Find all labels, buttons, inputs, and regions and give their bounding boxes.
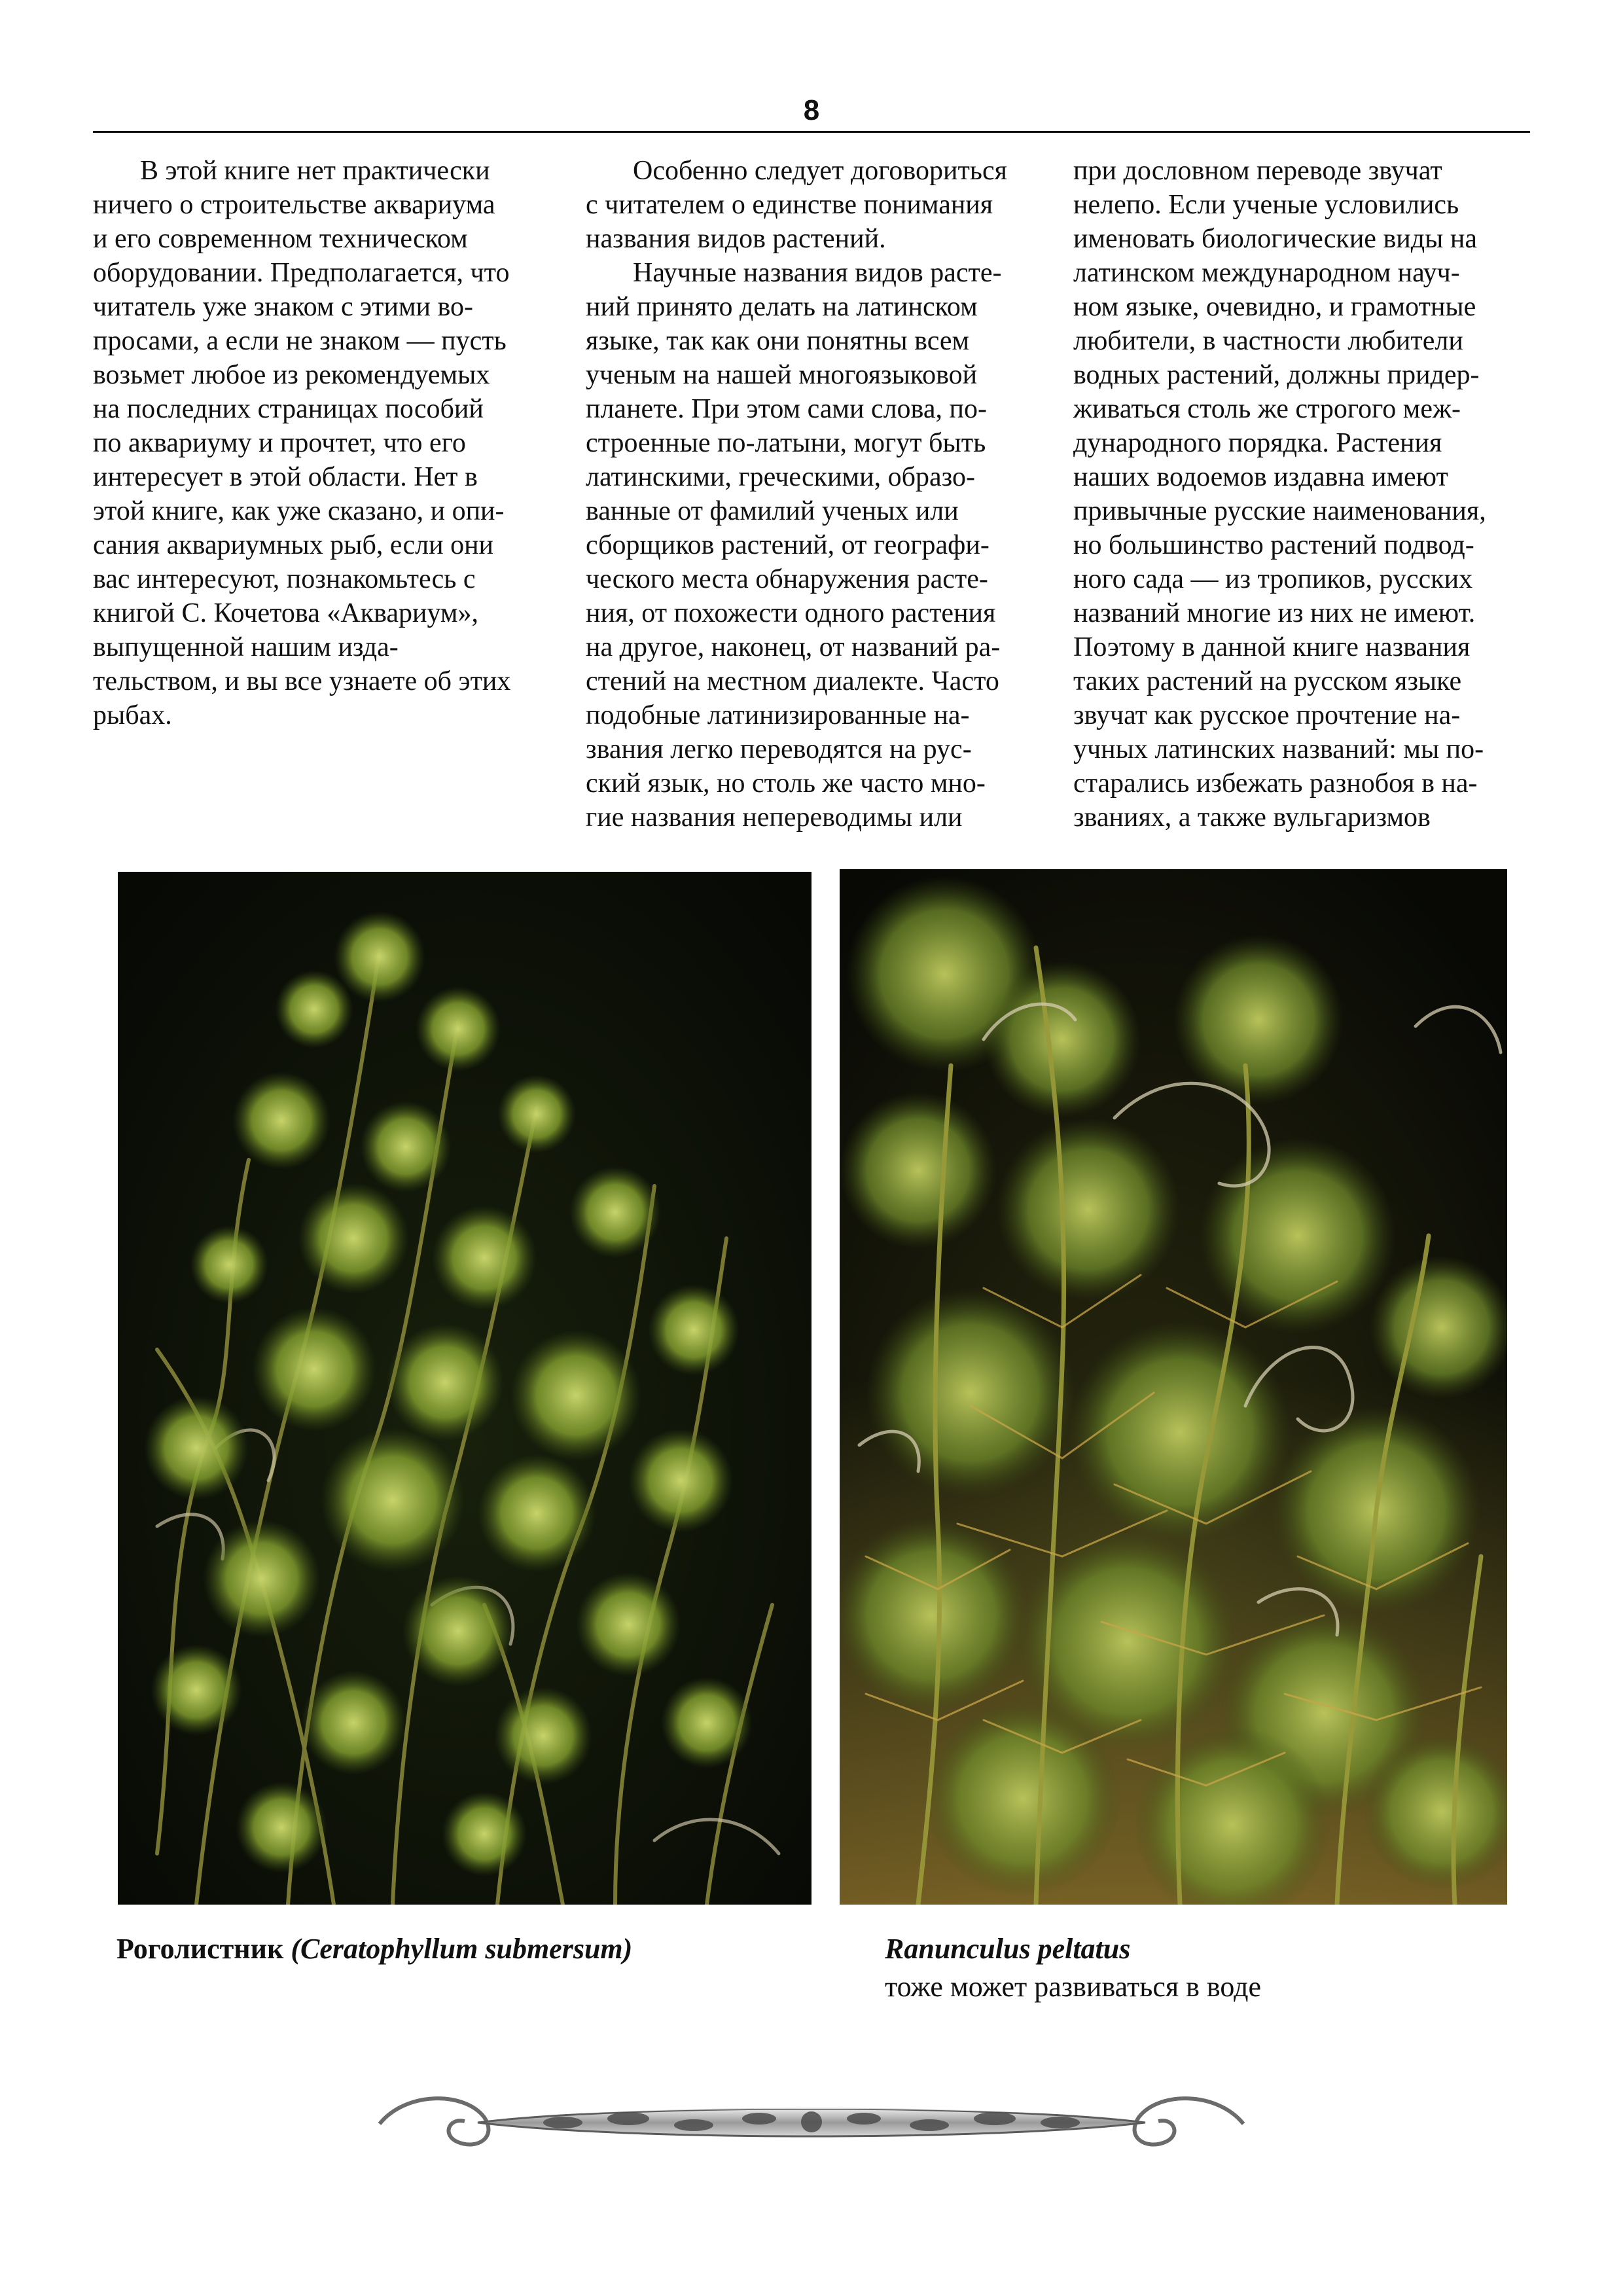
caption-ranunculus-title: Ranunculus peltatus xyxy=(885,1933,1131,1965)
decorative-ornament xyxy=(366,2085,1257,2160)
text-line: любители, в частности любители xyxy=(1073,326,1463,356)
photo-ranunculus-illustration xyxy=(840,869,1507,1905)
text-line: В этой книге нет практически xyxy=(140,156,490,186)
text-line: тельством, и вы все узнаете об этих xyxy=(93,666,511,696)
text-line: стений на местном диалекте. Часто xyxy=(586,666,999,696)
photo-ranunculus xyxy=(840,869,1507,1905)
caption-ceratophyllum xyxy=(116,1931,632,1967)
text-line: наших водоемов издавна имеют xyxy=(1073,462,1448,492)
text-line: Поэтому в данной книге названия xyxy=(1073,632,1471,662)
text-line: ном языке, очевидно, и грамотные xyxy=(1073,292,1476,322)
photo-ceratophyllum-illustration xyxy=(118,872,812,1905)
text-line: просами, а если не знаком — пусть xyxy=(93,326,507,356)
text-line: планете. При этом сами слова, по- xyxy=(586,394,987,424)
paragraph xyxy=(586,256,1031,834)
text-line: названий многие из них не имеют. xyxy=(1073,598,1476,628)
text-line: таких растений на русском языке xyxy=(1073,666,1462,696)
photo-ceratophyllum xyxy=(118,872,812,1905)
paragraph xyxy=(1073,154,1518,834)
text-line: названия видов растений. xyxy=(586,224,886,254)
text-line: Особенно следует договориться xyxy=(633,156,1007,186)
text-line: подобные латинизированные на- xyxy=(586,700,970,730)
caption-latin-name: (Ceratophyllum submersum) xyxy=(291,1933,633,1965)
text-line: старались избежать разнобоя в на- xyxy=(1073,768,1478,798)
text-line: званиях, а также вульгаризмов xyxy=(1073,802,1431,833)
text-line: ученым на нашей многоязыковой xyxy=(586,360,978,390)
text-line: возьмет любое из рекомендуемых xyxy=(93,360,490,390)
text-line: именовать биологические виды на xyxy=(1073,224,1477,254)
text-line: ничего о строительстве аквариума xyxy=(93,190,495,220)
text-line: ский язык, но столь же часто мно- xyxy=(586,768,986,798)
text-line: но большинство растений подвод- xyxy=(1073,530,1474,560)
text-line: учных латинских названий: мы по- xyxy=(1073,734,1484,764)
text-line: рыбах. xyxy=(93,700,172,730)
text-line: живаться столь же строгого меж- xyxy=(1073,394,1461,424)
text-line: водных растений, должны придер- xyxy=(1073,360,1480,390)
text-line: вас интересуют, познакомьтесь с xyxy=(93,564,476,594)
text-line: латинскими, греческими, образо- xyxy=(586,462,975,492)
paragraph xyxy=(93,154,538,732)
text-line: ний принято делать на латинском xyxy=(586,292,978,322)
text-line: строенные по-латыни, могут быть xyxy=(586,428,986,458)
text-line: языке, так как они понятны всем xyxy=(586,326,970,356)
text-line: интересует в этой области. Нет в xyxy=(93,462,478,492)
text-line: латинском международном науч- xyxy=(1073,258,1460,288)
text-line: по аквариуму и прочтет, что его xyxy=(93,428,466,458)
text-line: нелепо. Если ученые условились xyxy=(1073,190,1459,220)
text-line: звучат как русское прочтение на- xyxy=(1073,700,1461,730)
text-line: этой книге, как уже сказано, и опи- xyxy=(93,496,505,526)
ornament-icon xyxy=(366,2085,1257,2160)
text-line: ванные от фамилий ученых или xyxy=(586,496,959,526)
text-line: с читателем о единстве понимания xyxy=(586,190,993,220)
text-line: звания легко переводятся на рус- xyxy=(586,734,972,764)
caption-name: Роголистник xyxy=(116,1933,284,1965)
text-line: ного сада — из тропиков, русских xyxy=(1073,564,1473,594)
text-line: книгой С. Кочетова «Аквариум», xyxy=(93,598,479,628)
text-line: ния, от похожести одного растения xyxy=(586,598,996,628)
text-line: гие названия непереводимы или xyxy=(586,802,963,833)
text-line: при дословном переводе звучат xyxy=(1073,156,1442,186)
text-line: сборщиков растений, от географи- xyxy=(586,530,990,560)
text-line: Научные названия видов расте- xyxy=(633,258,1002,288)
text-line: на последних страницах пособий xyxy=(93,394,484,424)
header-rule xyxy=(93,131,1530,133)
text-line: ческого места обнаружения расте- xyxy=(586,564,988,594)
text-line: привычные русские наименования, xyxy=(1073,496,1486,526)
text-column-2 xyxy=(586,154,1031,834)
text-line: сания аквариумных рыб, если они xyxy=(93,530,494,560)
text-line: читатель уже знаком с этими во- xyxy=(93,292,474,322)
text-line: и его современном техническом xyxy=(93,224,468,254)
text-line: оборудовании. Предполагается, что xyxy=(93,258,510,288)
text-line: дународного порядка. Растения xyxy=(1073,428,1442,458)
caption-ranunculus-text: тоже может развиваться в воде xyxy=(885,1971,1262,2003)
text-line: на другое, наконец, от названий ра- xyxy=(586,632,1001,662)
text-column-1 xyxy=(93,154,538,732)
text-line: выпущенной нашим изда- xyxy=(93,632,399,662)
page-number: 8 xyxy=(803,94,820,126)
paragraph xyxy=(586,154,1031,256)
text-column-3 xyxy=(1073,154,1518,834)
